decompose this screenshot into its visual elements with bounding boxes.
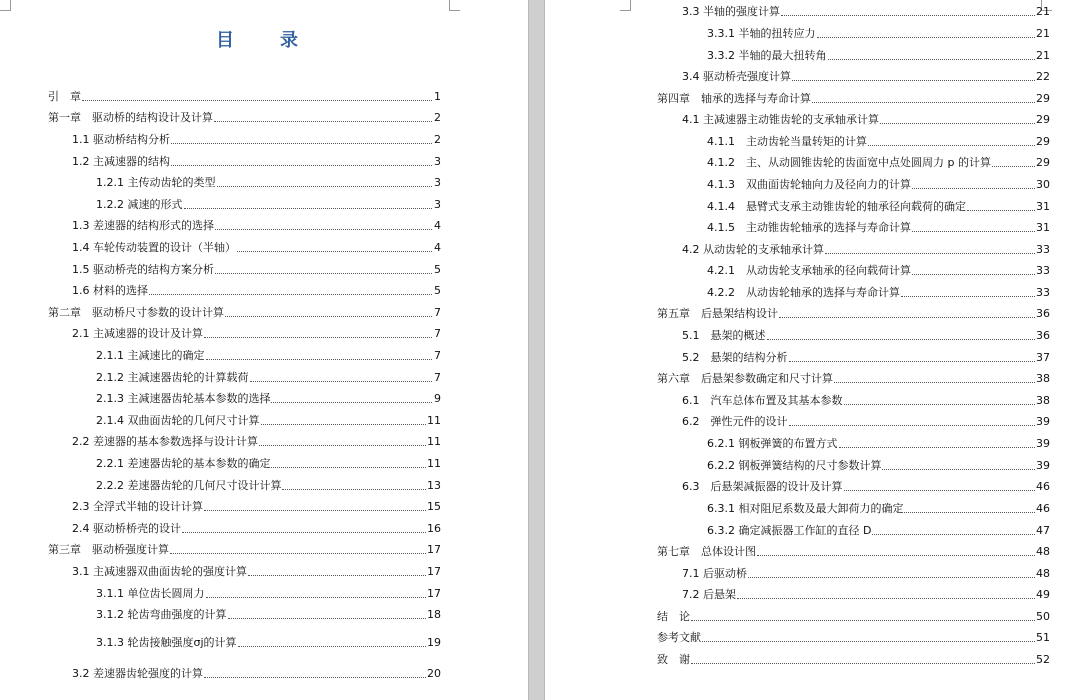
toc-entry[interactable]: [682, 587, 1050, 603]
toc-entry-page-number: 29: [1036, 113, 1050, 126]
toc-entry-page-number: 52: [1036, 653, 1050, 666]
toc-entry[interactable]: [48, 89, 441, 105]
toc-entry-label: 引 章: [48, 90, 81, 103]
toc-entry-page-number: 22: [1036, 70, 1050, 83]
toc-entry[interactable]: [682, 393, 1050, 409]
dot-leader: [868, 144, 1035, 146]
dot-leader: [912, 230, 1035, 232]
toc-entry-label: 第三章 驱动桥强度计算: [48, 543, 169, 556]
toc-entry-page-number: 51: [1036, 631, 1050, 644]
toc-entry-page-number: 47: [1036, 524, 1050, 537]
toc-entry-page-number: 33: [1036, 286, 1050, 299]
toc-entry-page-number: 11: [427, 457, 441, 470]
toc-entry-page-number: 21: [1036, 49, 1050, 62]
toc-entry-label: 2.2 差速器的基本参数选择与设计计算: [72, 435, 258, 448]
toc-entry-label: 1.5 驱动桥壳的结构方案分析: [72, 263, 214, 276]
toc-entry-label: 2.1.3 主减速器齿轮基本参数的选择: [96, 392, 271, 405]
dot-leader: [261, 423, 427, 425]
toc-entry[interactable]: [682, 350, 1050, 366]
toc-entry[interactable]: [96, 586, 441, 602]
toc-entry-page-number: 17: [427, 565, 441, 578]
toc-entry[interactable]: [72, 218, 441, 234]
toc-entry-label: 5.2 悬架的结构分析: [682, 351, 788, 364]
dot-leader: [901, 295, 1035, 297]
dot-leader: [171, 164, 432, 166]
toc-entry-page-number: 7: [434, 349, 441, 362]
toc-entry-page-number: 7: [434, 371, 441, 384]
toc-entry[interactable]: [682, 69, 1050, 85]
toc-entry-page-number: 21: [1036, 27, 1050, 40]
toc-entry-page-number: 33: [1036, 243, 1050, 256]
toc-entry[interactable]: [707, 501, 1050, 517]
toc-entry[interactable]: [707, 458, 1050, 474]
toc-entry-label: 6.3.1 相对阻尼系数及最大卸荷力的确定: [707, 502, 904, 515]
toc-entry-label: 6.3 后悬架减振器的设计及计算: [682, 480, 843, 493]
toc-entry-label: 3.2 差速器齿轮强度的计算: [72, 667, 203, 680]
toc-entry-page-number: 21: [1036, 5, 1050, 18]
toc-entry-page-number: 38: [1036, 372, 1050, 385]
toc-entry-page-number: 48: [1036, 567, 1050, 580]
toc-entry[interactable]: [657, 630, 1050, 646]
toc-entry-page-number: 29: [1036, 135, 1050, 148]
toc-entry-page-number: 3: [434, 176, 441, 189]
toc-entry-label: 3.4 驱动桥壳强度计算: [682, 70, 791, 83]
dot-leader: [184, 207, 433, 209]
toc-entry-label: 1.2.2 减速的形式: [96, 198, 183, 211]
dot-leader: [967, 209, 1035, 211]
toc-entry-page-number: 20: [427, 667, 441, 680]
toc-entry-label: 3.3.2 半轴的最大扭转角: [707, 49, 827, 62]
toc-entry-page-number: 50: [1036, 610, 1050, 623]
toc-entry-label: 1.2 主减速器的结构: [72, 155, 170, 168]
toc-entry-page-number: 13: [427, 479, 441, 492]
dot-leader: [912, 187, 1035, 189]
toc-entry-label: 4.1.1 主动齿轮当量转矩的计算: [707, 135, 867, 148]
dot-leader: [204, 676, 426, 678]
toc-entry[interactable]: [707, 26, 1050, 42]
toc-entry-label: 6.2 弹性元件的设计: [682, 415, 788, 428]
toc-entry[interactable]: [707, 155, 1050, 171]
toc-entry-label: 第四章 轴承的选择与寿命计算: [657, 92, 811, 105]
toc-entry[interactable]: [682, 242, 1050, 258]
toc-entry-label: 2.1.4 双曲面齿轮的几何尺寸计算: [96, 414, 260, 427]
toc-entry-page-number: 37: [1036, 351, 1050, 364]
toc-entry-label: 3.3.1 半轴的扭转应力: [707, 27, 816, 40]
toc-entry[interactable]: [657, 652, 1050, 668]
dot-leader: [880, 122, 1035, 124]
toc-entry-label: 3.1 主减速器双曲面齿轮的强度计算: [72, 565, 247, 578]
toc-entry-label: 6.2.2 钢板弹簧结构的尺寸参数计算: [707, 459, 882, 472]
dot-leader: [170, 552, 426, 554]
toc-entry-label: 参考文献: [657, 631, 701, 644]
toc-entry-label: 4.1.5 主动锥齿轮轴承的选择与寿命计算: [707, 221, 911, 234]
toc-entry-label: 致 谢: [657, 653, 690, 666]
toc-entry-page-number: 4: [434, 241, 441, 254]
toc-entry[interactable]: [96, 370, 441, 386]
toc-entry-page-number: 38: [1036, 394, 1050, 407]
toc-entry-label: 7.2 后悬架: [682, 588, 736, 601]
toc-entry[interactable]: [657, 609, 1050, 625]
toc-entry-page-number: 7: [434, 327, 441, 340]
crop-mark: [620, 0, 631, 11]
toc-entry-page-number: 2: [434, 111, 441, 124]
toc-entry-page-number: 4: [434, 219, 441, 232]
toc-entry-page-number: 16: [427, 522, 441, 535]
toc-page-left: [0, 0, 528, 700]
dot-leader: [825, 252, 1035, 254]
toc-entry-page-number: 39: [1036, 437, 1050, 450]
toc-entry-page-number: 18: [427, 608, 441, 621]
toc-entry-label: 3.1.1 单位齿长圆周力: [96, 587, 205, 600]
toc-entry-page-number: 15: [427, 500, 441, 513]
dot-leader: [182, 531, 426, 533]
dot-leader: [767, 338, 1036, 340]
toc-entry-label: 6.1 汽车总体布置及其基本参数: [682, 394, 843, 407]
dot-leader: [912, 273, 1035, 275]
toc-entry[interactable]: [657, 306, 1050, 322]
toc-entry[interactable]: [707, 199, 1050, 215]
toc-entry-label: 3.1.2 轮齿弯曲强度的计算: [96, 608, 227, 621]
dot-leader: [149, 293, 432, 295]
dot-leader: [789, 360, 1036, 362]
toc-entry[interactable]: [96, 413, 441, 429]
toc-entry[interactable]: [48, 110, 441, 126]
toc-entry-label: 4.1.4 悬臂式支承主动锥齿轮的轴承径向载荷的确定: [707, 200, 966, 213]
toc-entry-label: 1.1 驱动桥结构分析: [72, 133, 170, 146]
toc-entry-page-number: 19: [427, 636, 441, 649]
toc-entry-label: 2.3 全浮式半轴的设计计算: [72, 500, 203, 513]
toc-entry-label: 第六章 后悬架参数确定和尺寸计算: [657, 372, 833, 385]
toc-entry-label: 4.1.3 双曲面齿轮轴向力及径向力的计算: [707, 178, 911, 191]
toc-entry[interactable]: [72, 564, 441, 580]
crop-mark: [0, 0, 11, 11]
toc-entry-label: 4.1.2 主、从动圆锥齿轮的齿面宽中点处圆周力 p 的计算: [707, 156, 991, 169]
toc-entry-label: 第一章 驱动桥的结构设计及计算: [48, 111, 213, 124]
toc-entry[interactable]: [707, 263, 1050, 279]
toc-entry-page-number: 48: [1036, 545, 1050, 558]
toc-entry[interactable]: [707, 436, 1050, 452]
toc-entry-page-number: 1: [434, 90, 441, 103]
toc-entry-page-number: 7: [434, 306, 441, 319]
dot-leader: [206, 596, 427, 598]
toc-entry[interactable]: [96, 348, 441, 364]
dot-leader: [214, 120, 432, 122]
dot-leader: [271, 401, 432, 403]
toc-entry-label: 7.1 后驱动桥: [682, 567, 747, 580]
toc-entry[interactable]: [682, 566, 1050, 582]
toc-entry[interactable]: [707, 220, 1050, 236]
toc-entry-label: 2.2.1 差速器齿轮的基本参数的确定: [96, 457, 271, 470]
toc-entry-page-number: 5: [434, 284, 441, 297]
toc-page-right: [545, 0, 1065, 700]
toc-entry[interactable]: [657, 544, 1050, 560]
dot-leader: [882, 468, 1035, 470]
dot-leader: [748, 576, 1035, 578]
toc-entry-label: 6.2.1 钢板弹簧的布置方式: [707, 437, 838, 450]
dot-leader: [282, 488, 426, 490]
dot-leader: [872, 533, 1035, 535]
toc-entry-label: 4.1 主减速器主动锥齿轮的支承轴承计算: [682, 113, 879, 126]
dot-leader: [237, 250, 432, 252]
toc-entry[interactable]: [72, 132, 441, 148]
toc-entry-page-number: 31: [1036, 221, 1050, 234]
toc-entry[interactable]: [72, 521, 441, 537]
dot-leader: [225, 315, 432, 317]
dot-leader: [691, 662, 1035, 664]
toc-entry[interactable]: [707, 285, 1050, 301]
dot-leader: [691, 619, 1035, 621]
toc-entry[interactable]: [682, 479, 1050, 495]
toc-entry-label: 4.2.2 从动齿轮轴承的选择与寿命计算: [707, 286, 900, 299]
toc-entry-label: 2.4 驱动桥桥壳的设计: [72, 522, 181, 535]
crop-mark: [449, 0, 460, 11]
toc-entry[interactable]: [72, 240, 441, 256]
toc-entry[interactable]: [657, 91, 1050, 107]
toc-entry[interactable]: [682, 328, 1050, 344]
toc-entry-label: 第五章 后悬架结构设计: [657, 307, 778, 320]
toc-entry-label: 5.1 悬架的概述: [682, 329, 766, 342]
toc-title: 目 录: [216, 30, 312, 51]
toc-entry[interactable]: [72, 154, 441, 170]
toc-entry-page-number: 49: [1036, 588, 1050, 601]
toc-entry[interactable]: [72, 666, 441, 682]
toc-entry-page-number: 17: [427, 543, 441, 556]
dot-leader: [757, 554, 1035, 556]
dot-leader: [228, 617, 427, 619]
toc-entry-label: 2.1.2 主减速器齿轮的计算载荷: [96, 371, 249, 384]
dot-leader: [792, 79, 1035, 81]
toc-entry[interactable]: [707, 48, 1050, 64]
toc-entry-label: 第二章 驱动桥尺寸参数的设计计算: [48, 306, 224, 319]
toc-entry-page-number: 3: [434, 155, 441, 168]
toc-entry-label: 3.3 半轴的强度计算: [682, 5, 780, 18]
toc-entry-page-number: 2: [434, 133, 441, 146]
dot-leader: [781, 14, 1035, 16]
toc-entry[interactable]: [682, 4, 1050, 20]
toc-entry[interactable]: [657, 371, 1050, 387]
dot-leader: [839, 446, 1036, 448]
toc-entry[interactable]: [96, 175, 441, 191]
toc-entry-label: 第七章 总体设计图: [657, 545, 756, 558]
toc-entry-page-number: 39: [1036, 415, 1050, 428]
toc-entry[interactable]: [48, 542, 441, 558]
toc-entry-page-number: 36: [1036, 329, 1050, 342]
toc-entry-page-number: 29: [1036, 92, 1050, 105]
toc-entry-label: 1.2.1 主传动齿轮的类型: [96, 176, 216, 189]
dot-leader: [828, 58, 1036, 60]
toc-entry[interactable]: [707, 177, 1050, 193]
toc-entry-label: 2.1.1 主减速比的确定: [96, 349, 205, 362]
toc-entry-label: 结 论: [657, 610, 690, 623]
toc-entry-label: 2.1 主减速器的设计及计算: [72, 327, 203, 340]
toc-entry-page-number: 30: [1036, 178, 1050, 191]
dot-leader: [844, 403, 1036, 405]
toc-entry-page-number: 11: [427, 414, 441, 427]
toc-entry[interactable]: [72, 326, 441, 342]
toc-entry-page-number: 31: [1036, 200, 1050, 213]
toc-entry-label: 2.2.2 差速器齿轮的几何尺寸设计计算: [96, 479, 282, 492]
dot-leader: [844, 489, 1036, 491]
dot-leader: [206, 358, 433, 360]
toc-entry-page-number: 36: [1036, 307, 1050, 320]
dot-leader: [812, 101, 1035, 103]
dot-leader: [217, 185, 433, 187]
toc-entry[interactable]: [96, 478, 441, 494]
toc-entry[interactable]: [682, 414, 1050, 430]
dot-leader: [779, 316, 1035, 318]
toc-entry-page-number: 17: [427, 587, 441, 600]
toc-entry[interactable]: [96, 391, 441, 407]
dot-leader: [171, 142, 432, 144]
toc-entry-page-number: 9: [434, 392, 441, 405]
toc-entry-label: 1.3 差速器的结构形式的选择: [72, 219, 214, 232]
toc-entry[interactable]: [707, 523, 1050, 539]
toc-entry[interactable]: [72, 499, 441, 515]
dot-leader: [259, 444, 426, 446]
toc-entry[interactable]: [682, 112, 1050, 128]
dot-leader: [238, 645, 426, 647]
toc-entry-label: 1.4 车轮传动装置的设计（半轴）: [72, 241, 236, 254]
dot-leader: [204, 509, 426, 511]
dot-leader: [702, 640, 1035, 642]
toc-entry-label: 1.6 材料的选择: [72, 284, 148, 297]
toc-entry-page-number: 5: [434, 263, 441, 276]
toc-entry-page-number: 11: [427, 435, 441, 448]
toc-entry[interactable]: [96, 197, 441, 213]
toc-entry-page-number: 3: [434, 198, 441, 211]
dot-leader: [250, 380, 433, 382]
page-separator: [528, 0, 545, 700]
dot-leader: [834, 381, 1035, 383]
toc-entry[interactable]: [96, 635, 441, 651]
dot-leader: [82, 99, 432, 101]
dot-leader: [789, 424, 1036, 426]
toc-entry[interactable]: [72, 262, 441, 278]
dot-leader: [904, 511, 1035, 513]
dot-leader: [992, 165, 1035, 167]
toc-entry[interactable]: [48, 305, 441, 321]
toc-entry-label: 4.2.1 从动齿轮支承轴承的径向载荷计算: [707, 264, 911, 277]
toc-entry[interactable]: [96, 607, 441, 623]
dot-leader: [248, 574, 426, 576]
dot-leader: [204, 336, 432, 338]
toc-entry[interactable]: [72, 283, 441, 299]
toc-entry-page-number: 46: [1036, 480, 1050, 493]
toc-entry-label: 4.2 从动齿轮的支承轴承计算: [682, 243, 824, 256]
dot-leader: [215, 228, 432, 230]
toc-entry-label: 6.3.2 确定减振器工作缸的直径 D: [707, 524, 872, 537]
dot-leader: [271, 466, 426, 468]
dot-leader: [215, 272, 432, 274]
toc-entry-page-number: 29: [1036, 156, 1050, 169]
toc-entry-page-number: 33: [1036, 264, 1050, 277]
dot-leader: [737, 597, 1035, 599]
toc-entry-label: 3.1.3 轮齿接触强度σj的计算: [96, 636, 237, 649]
dot-leader: [817, 36, 1036, 38]
toc-entry[interactable]: [96, 456, 441, 472]
toc-entry-page-number: 39: [1036, 459, 1050, 472]
toc-entry[interactable]: [72, 434, 441, 450]
toc-entry-page-number: 46: [1036, 502, 1050, 515]
toc-entry[interactable]: [707, 134, 1050, 150]
